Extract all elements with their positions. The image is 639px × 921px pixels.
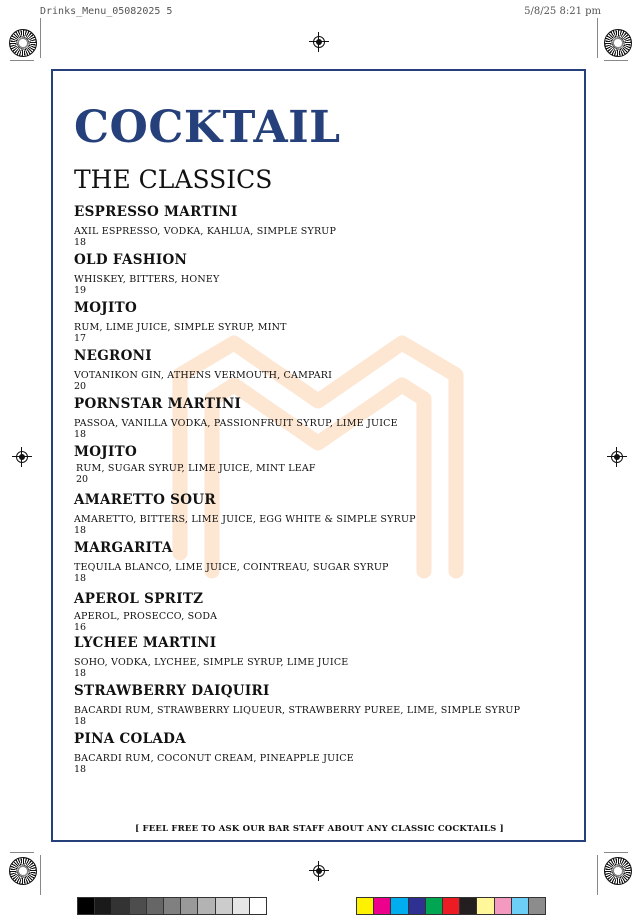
item-description: VOTANIKON GIN, ATHENS VERMOUTH, CAMPARI (74, 370, 333, 381)
item-price: 20 (76, 474, 89, 485)
item-name: APEROL SPRITZ (74, 591, 204, 607)
menu-item (74, 204, 574, 248)
registration-mark-icon (9, 29, 37, 57)
item-price: 19 (74, 285, 87, 296)
item-description: TEQUILA BLANCO, LIME JUICE, COINTREAU, SUGAR SYRUP (74, 562, 389, 573)
item-description: AXIL ESPRESSO, VODKA, KAHLUA, SIMPLE SYRUP (74, 226, 337, 237)
item-price: 18 (74, 764, 87, 775)
item-description: APEROL, PROSECCO, SODA (74, 611, 218, 622)
crop-mark (597, 855, 598, 895)
section-title: THE CLASSICS (74, 165, 273, 194)
item-price: 18 (74, 237, 87, 248)
registration-mark-icon (604, 29, 632, 57)
item-name: MOJITO (74, 444, 138, 460)
crop-mark (40, 18, 41, 58)
crop-mark (597, 18, 598, 58)
item-name: PINA COLADA (74, 731, 186, 747)
crosshair-mark-icon (610, 450, 624, 464)
color-swatch (94, 897, 112, 915)
item-price: 18 (74, 668, 87, 679)
item-price: 18 (74, 573, 87, 584)
menu-item (74, 492, 574, 536)
item-price: 20 (74, 381, 87, 392)
color-swatch (390, 897, 408, 915)
menu-item (74, 591, 574, 633)
color-swatch (111, 897, 129, 915)
item-description: WHISKEY, BITTERS, HONEY (74, 274, 220, 285)
color-calibration-bar (356, 897, 545, 915)
color-swatch (356, 897, 374, 915)
color-swatch (459, 897, 477, 915)
color-swatch (442, 897, 460, 915)
color-swatch (197, 897, 215, 915)
crop-mark (10, 852, 34, 853)
color-swatch (77, 897, 95, 915)
crosshair-mark-icon (15, 450, 29, 464)
item-description: AMARETTO, BITTERS, LIME JUICE, EGG WHITE & SIMPLE SYRUP (74, 514, 416, 525)
menu-item (74, 252, 574, 296)
color-swatch (528, 897, 546, 915)
color-swatch (146, 897, 164, 915)
menu-item (74, 540, 574, 584)
item-price: 17 (74, 333, 87, 344)
menu-item (74, 396, 574, 440)
item-name: LYCHEE MARTINI (74, 635, 217, 651)
footer-note: [ FEEL FREE TO ASK OUR BAR STAFF ABOUT ANY CLASSIC COCKTAILS ] (135, 824, 504, 834)
menu-title: COCKTAIL (74, 102, 341, 153)
item-description: RUM, SUGAR SYRUP, LIME JUICE, MINT LEAF (76, 463, 316, 474)
item-description: BACARDI RUM, STRAWBERRY LIQUEUR, STRAWBERRY PUREE, LIME, SIMPLE SYRUP (74, 705, 521, 716)
item-description: RUM, LIME JUICE, SIMPLE SYRUP, MINT (74, 322, 287, 333)
registration-mark-icon (9, 857, 37, 885)
print-filename: Drinks_Menu_05082025 5 (40, 6, 173, 17)
item-name: OLD FASHION (74, 252, 188, 268)
crosshair-mark-icon (312, 864, 326, 878)
crop-mark (10, 60, 34, 61)
color-swatch (408, 897, 426, 915)
item-name: MOJITO (74, 300, 138, 316)
menu-item (74, 444, 574, 485)
menu-item (74, 300, 574, 344)
menu-item (74, 731, 574, 775)
item-description: PASSOA, VANILLA VODKA, PASSIONFRUIT SYRUP, LIME JUICE (74, 418, 398, 429)
item-description: SOHO, VODKA, LYCHEE, SIMPLE SYRUP, LIME JUICE (74, 657, 349, 668)
grayscale-calibration-bar (77, 897, 266, 915)
item-price: 18 (74, 525, 87, 536)
menu-item (74, 635, 574, 679)
menu-item (74, 683, 574, 727)
item-name: ESPRESSO MARTINI (74, 204, 238, 220)
color-swatch (180, 897, 198, 915)
item-name: AMARETTO SOUR (74, 492, 216, 508)
color-swatch (476, 897, 494, 915)
color-swatch (511, 897, 529, 915)
color-swatch (249, 897, 267, 915)
item-name: NEGRONI (74, 348, 152, 364)
item-price: 18 (74, 429, 87, 440)
color-swatch (215, 897, 233, 915)
crosshair-mark-icon (312, 35, 326, 49)
item-name: MARGARITA (74, 540, 173, 556)
crop-mark (40, 855, 41, 895)
item-name: PORNSTAR MARTINI (74, 396, 242, 412)
color-swatch (163, 897, 181, 915)
print-datetime: 5/8/25 8:21 pm (524, 6, 601, 17)
registration-mark-icon (604, 857, 632, 885)
item-description: BACARDI RUM, COCONUT CREAM, PINEAPPLE JUICE (74, 753, 354, 764)
item-name: STRAWBERRY DAIQUIRI (74, 683, 270, 699)
color-swatch (494, 897, 512, 915)
menu-item (74, 348, 574, 392)
color-swatch (129, 897, 147, 915)
crop-mark (604, 852, 628, 853)
color-swatch (425, 897, 443, 915)
color-swatch (232, 897, 250, 915)
item-price: 18 (74, 716, 87, 727)
color-swatch (373, 897, 391, 915)
item-price: 16 (74, 622, 87, 633)
crop-mark (604, 60, 628, 61)
